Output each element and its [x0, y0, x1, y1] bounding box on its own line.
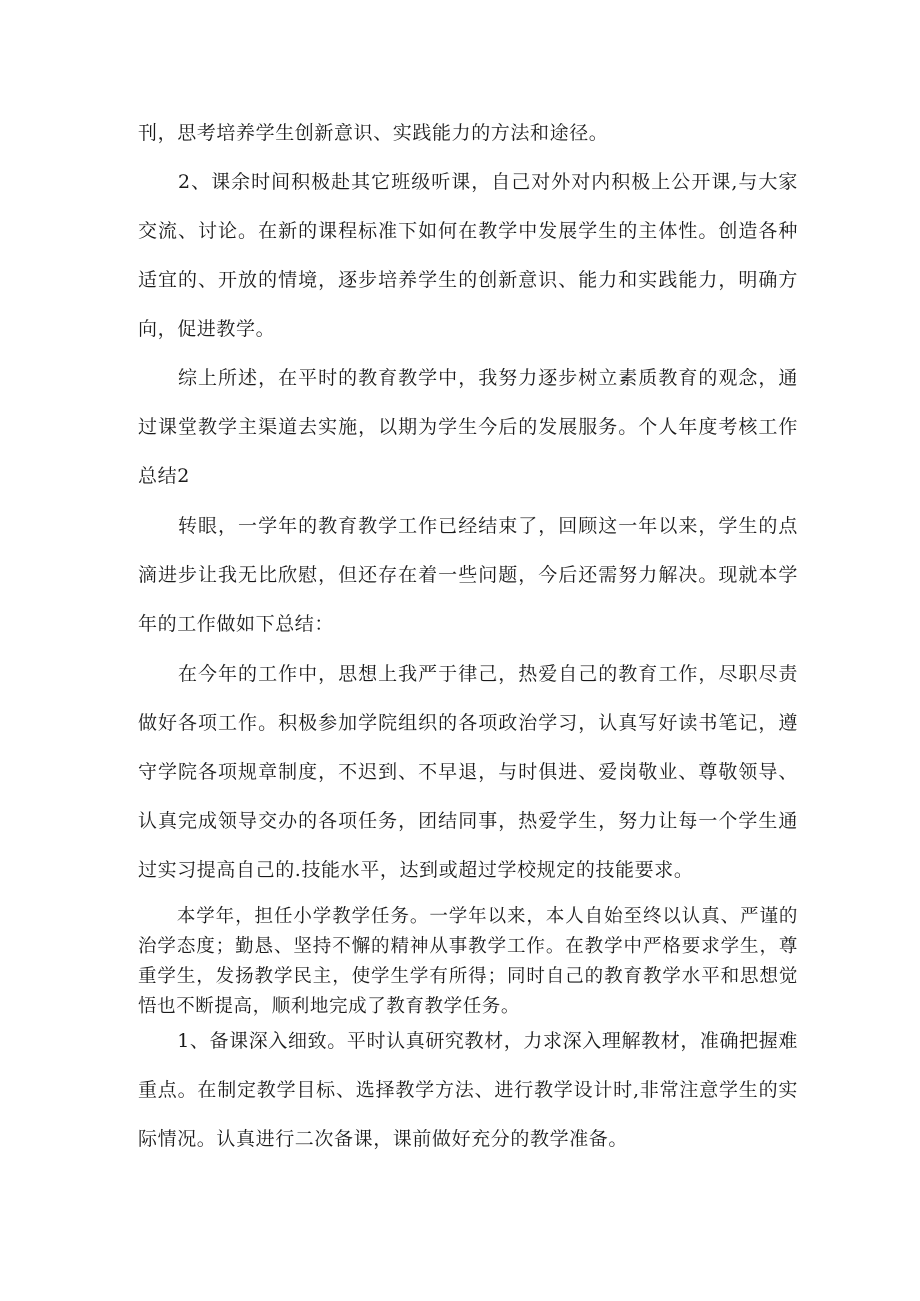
paragraph-5: 在今年的工作中，思想上我严于律己，热爱自己的教育工作，尽职尽责做好各项工作。积极参加学院组织的各项政治学习，认真写好读书笔记，遵守学院各项规章制度，不迟到、不早退，与时俱进、爱岗敬业、尊敬领导、认真完成领导交办的各项任务，团结同事，热爱学生，努力让每一个学生通过实习提高自己的.技能水平，达到或超过学校规定的技能要求。 — [138, 663, 798, 881]
paragraph-4: 转眼，一学年的教育教学工作已经结束了，回顾这一年以来，学生的点滴进步让我无比欣慰，但还存在着一些问题，今后还需努力解决。现就本学年的工作做如下总结： — [138, 515, 798, 635]
paragraph-3: 综上所述，在平时的教育教学中，我努力逐步树立素质教育的观念，通过课堂教学主渠道去实施，以期为学生今后的发展服务。个人年度考核工作总结2 — [138, 367, 798, 487]
paragraph-7: 1、备课深入细致。平时认真研究教材，力求深入理解教材，准确把握难重点。在制定教学目标、选择教学方法、进行教学设计时,非常注意学生的实际情况。认真进行二次备课，课前做好充分的教学准备。 — [138, 1030, 798, 1150]
paragraph-1: 刊，思考培养学生创新意识、实践能力的方法和途径。 — [138, 122, 609, 144]
paragraph-2: 2、课余时间积极赴其它班级听课，自己对外对内积极上公开课,与大家交流、讨论。在新的课程标准下如何在教学中发展学生的主体性。创造各种适宜的、开放的情境，逐步培养学生的创新意识、能力和实践能力，明确方向，促进教学。 — [138, 171, 798, 340]
paragraph-6: 本学年，担任小学教学任务。一学年以来，本人自始至终以认真、严谨的治学态度；勤恳、坚持不懈的精神从事教学工作。在教学中严格要求学生，尊重学生，发扬教学民主，使学生学有所得；同时自己的教育教学水平和思想觉悟也不断提高，顺利地完成了教育教学任务。 — [138, 906, 798, 1017]
